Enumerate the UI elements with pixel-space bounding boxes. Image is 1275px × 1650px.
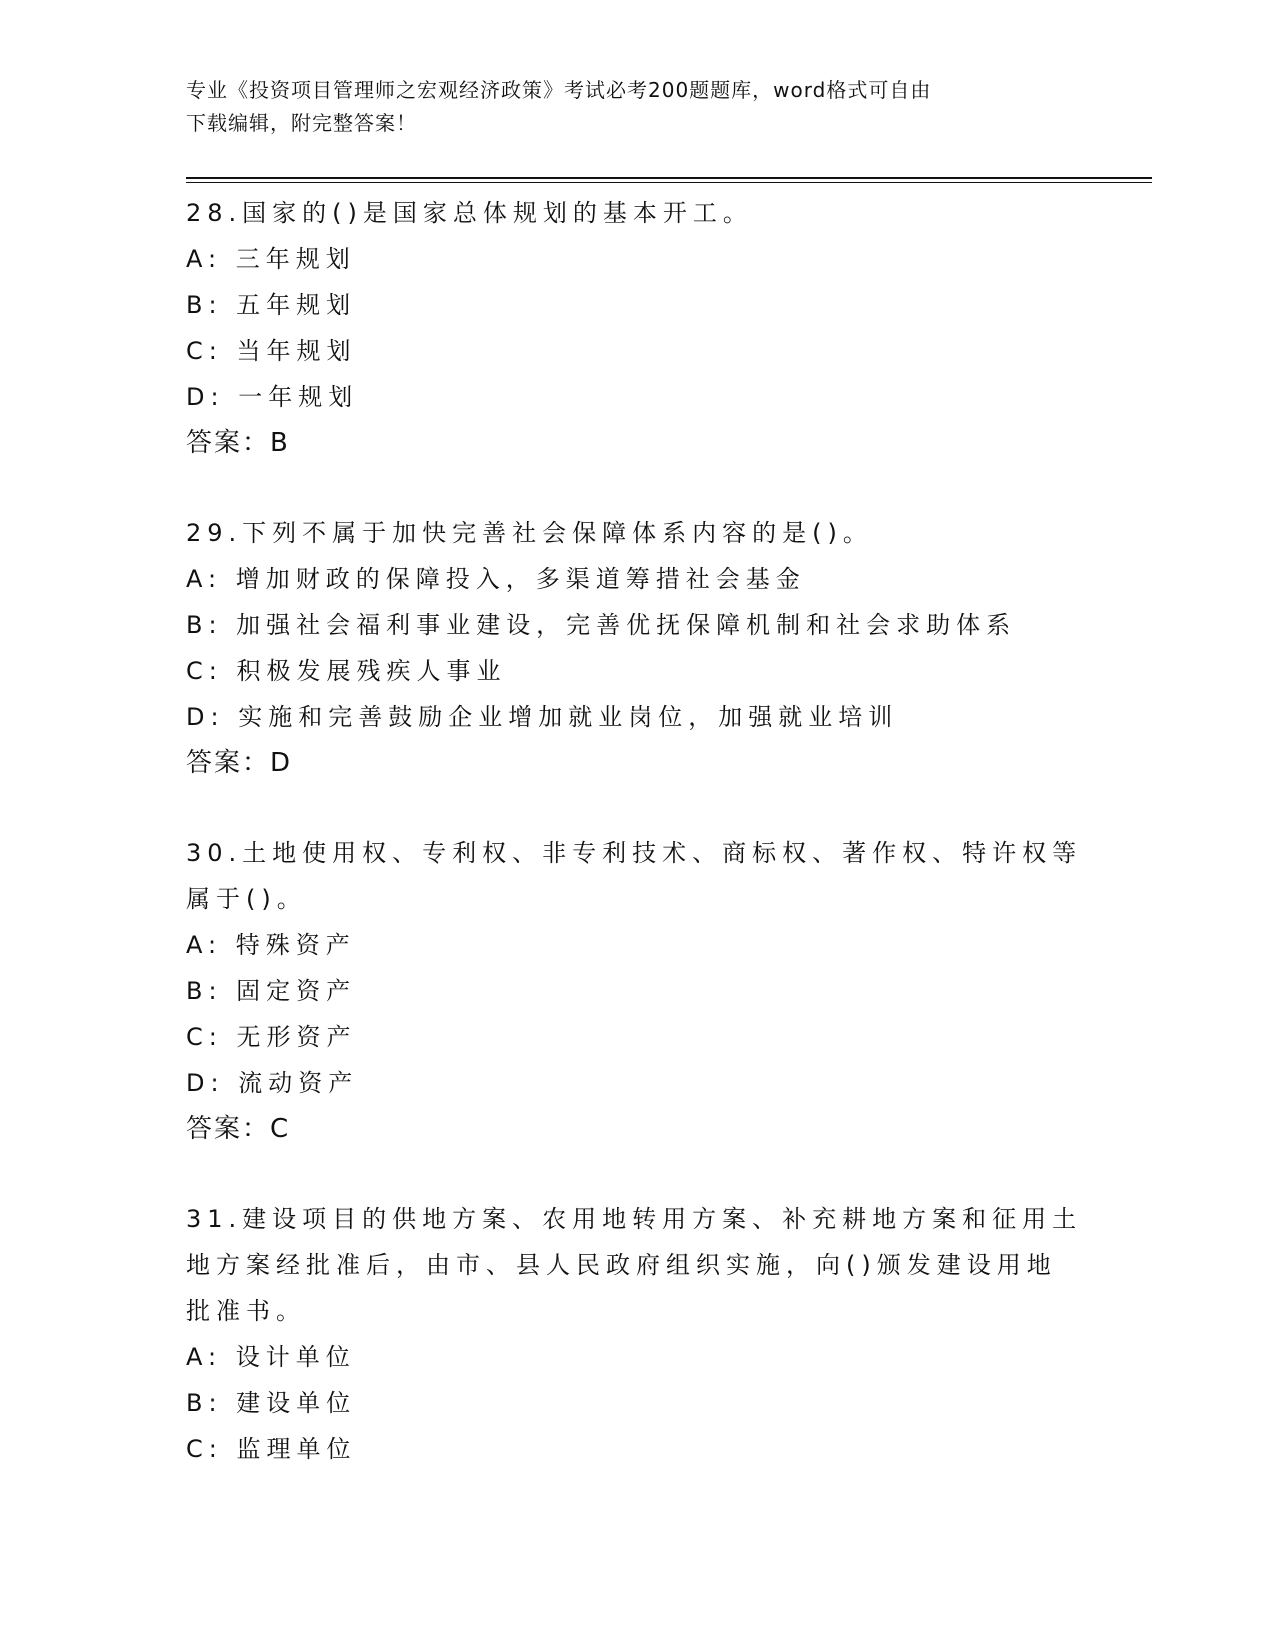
header-rule-thick bbox=[186, 177, 1152, 179]
answer: 答案：C bbox=[186, 1114, 291, 1144]
header-line-2: 下载编辑，附完整答案！ bbox=[186, 111, 417, 135]
option-d: D: 流动资产 bbox=[186, 1069, 359, 1097]
option-b: B: 加强社会福利事业建设，完善优抚保障机制和社会求助体系 bbox=[186, 611, 1017, 639]
header-rule-thin bbox=[186, 182, 1152, 183]
answer: 答案：D bbox=[186, 748, 293, 778]
question-text: 31.建设项目的供地方案、农用地转用方案、补充耕地方案和征用土地方案经批准后，由市、县人民政府组织实施，向()颁发建设用地批准书。 bbox=[186, 1205, 1083, 1325]
question-29 bbox=[186, 510, 1086, 786]
option-b: B: 固定资产 bbox=[186, 977, 357, 1005]
question-list bbox=[186, 190, 1086, 1516]
option-a: A: 设计单位 bbox=[186, 1343, 356, 1371]
header-line-1: 专业《投资项目管理师之宏观经济政策》考试必考200题题库，word格式可自由 bbox=[186, 78, 932, 102]
option-b: B: 五年规划 bbox=[186, 291, 357, 319]
question-text: 29.下列不属于加快完善社会保障体系内容的是()。 bbox=[186, 519, 873, 547]
answer: 答案：B bbox=[186, 428, 290, 458]
option-a: A: 特殊资产 bbox=[186, 931, 356, 959]
option-a: A: 三年规划 bbox=[186, 245, 356, 273]
option-c: C: 监理单位 bbox=[186, 1435, 357, 1463]
option-c: C: 积极发展残疾人事业 bbox=[186, 657, 507, 685]
document-header bbox=[186, 74, 1066, 140]
option-d: D: 一年规划 bbox=[186, 383, 359, 411]
option-b: B: 建设单位 bbox=[186, 1389, 357, 1417]
question-28 bbox=[186, 190, 1086, 466]
question-text: 30.土地使用权、专利权、非专利技术、商标权、著作权、特许权等属于()。 bbox=[186, 839, 1083, 913]
question-31 bbox=[186, 1196, 1086, 1472]
question-text: 28.国家的()是国家总体规划的基本开工。 bbox=[186, 199, 753, 227]
option-d: D: 实施和完善鼓励企业增加就业岗位，加强就业培训 bbox=[186, 703, 899, 731]
option-c: C: 当年规划 bbox=[186, 337, 357, 365]
question-30 bbox=[186, 830, 1086, 1152]
option-a: A: 增加财政的保障投入，多渠道筹措社会基金 bbox=[186, 565, 806, 593]
option-c: C: 无形资产 bbox=[186, 1023, 357, 1051]
